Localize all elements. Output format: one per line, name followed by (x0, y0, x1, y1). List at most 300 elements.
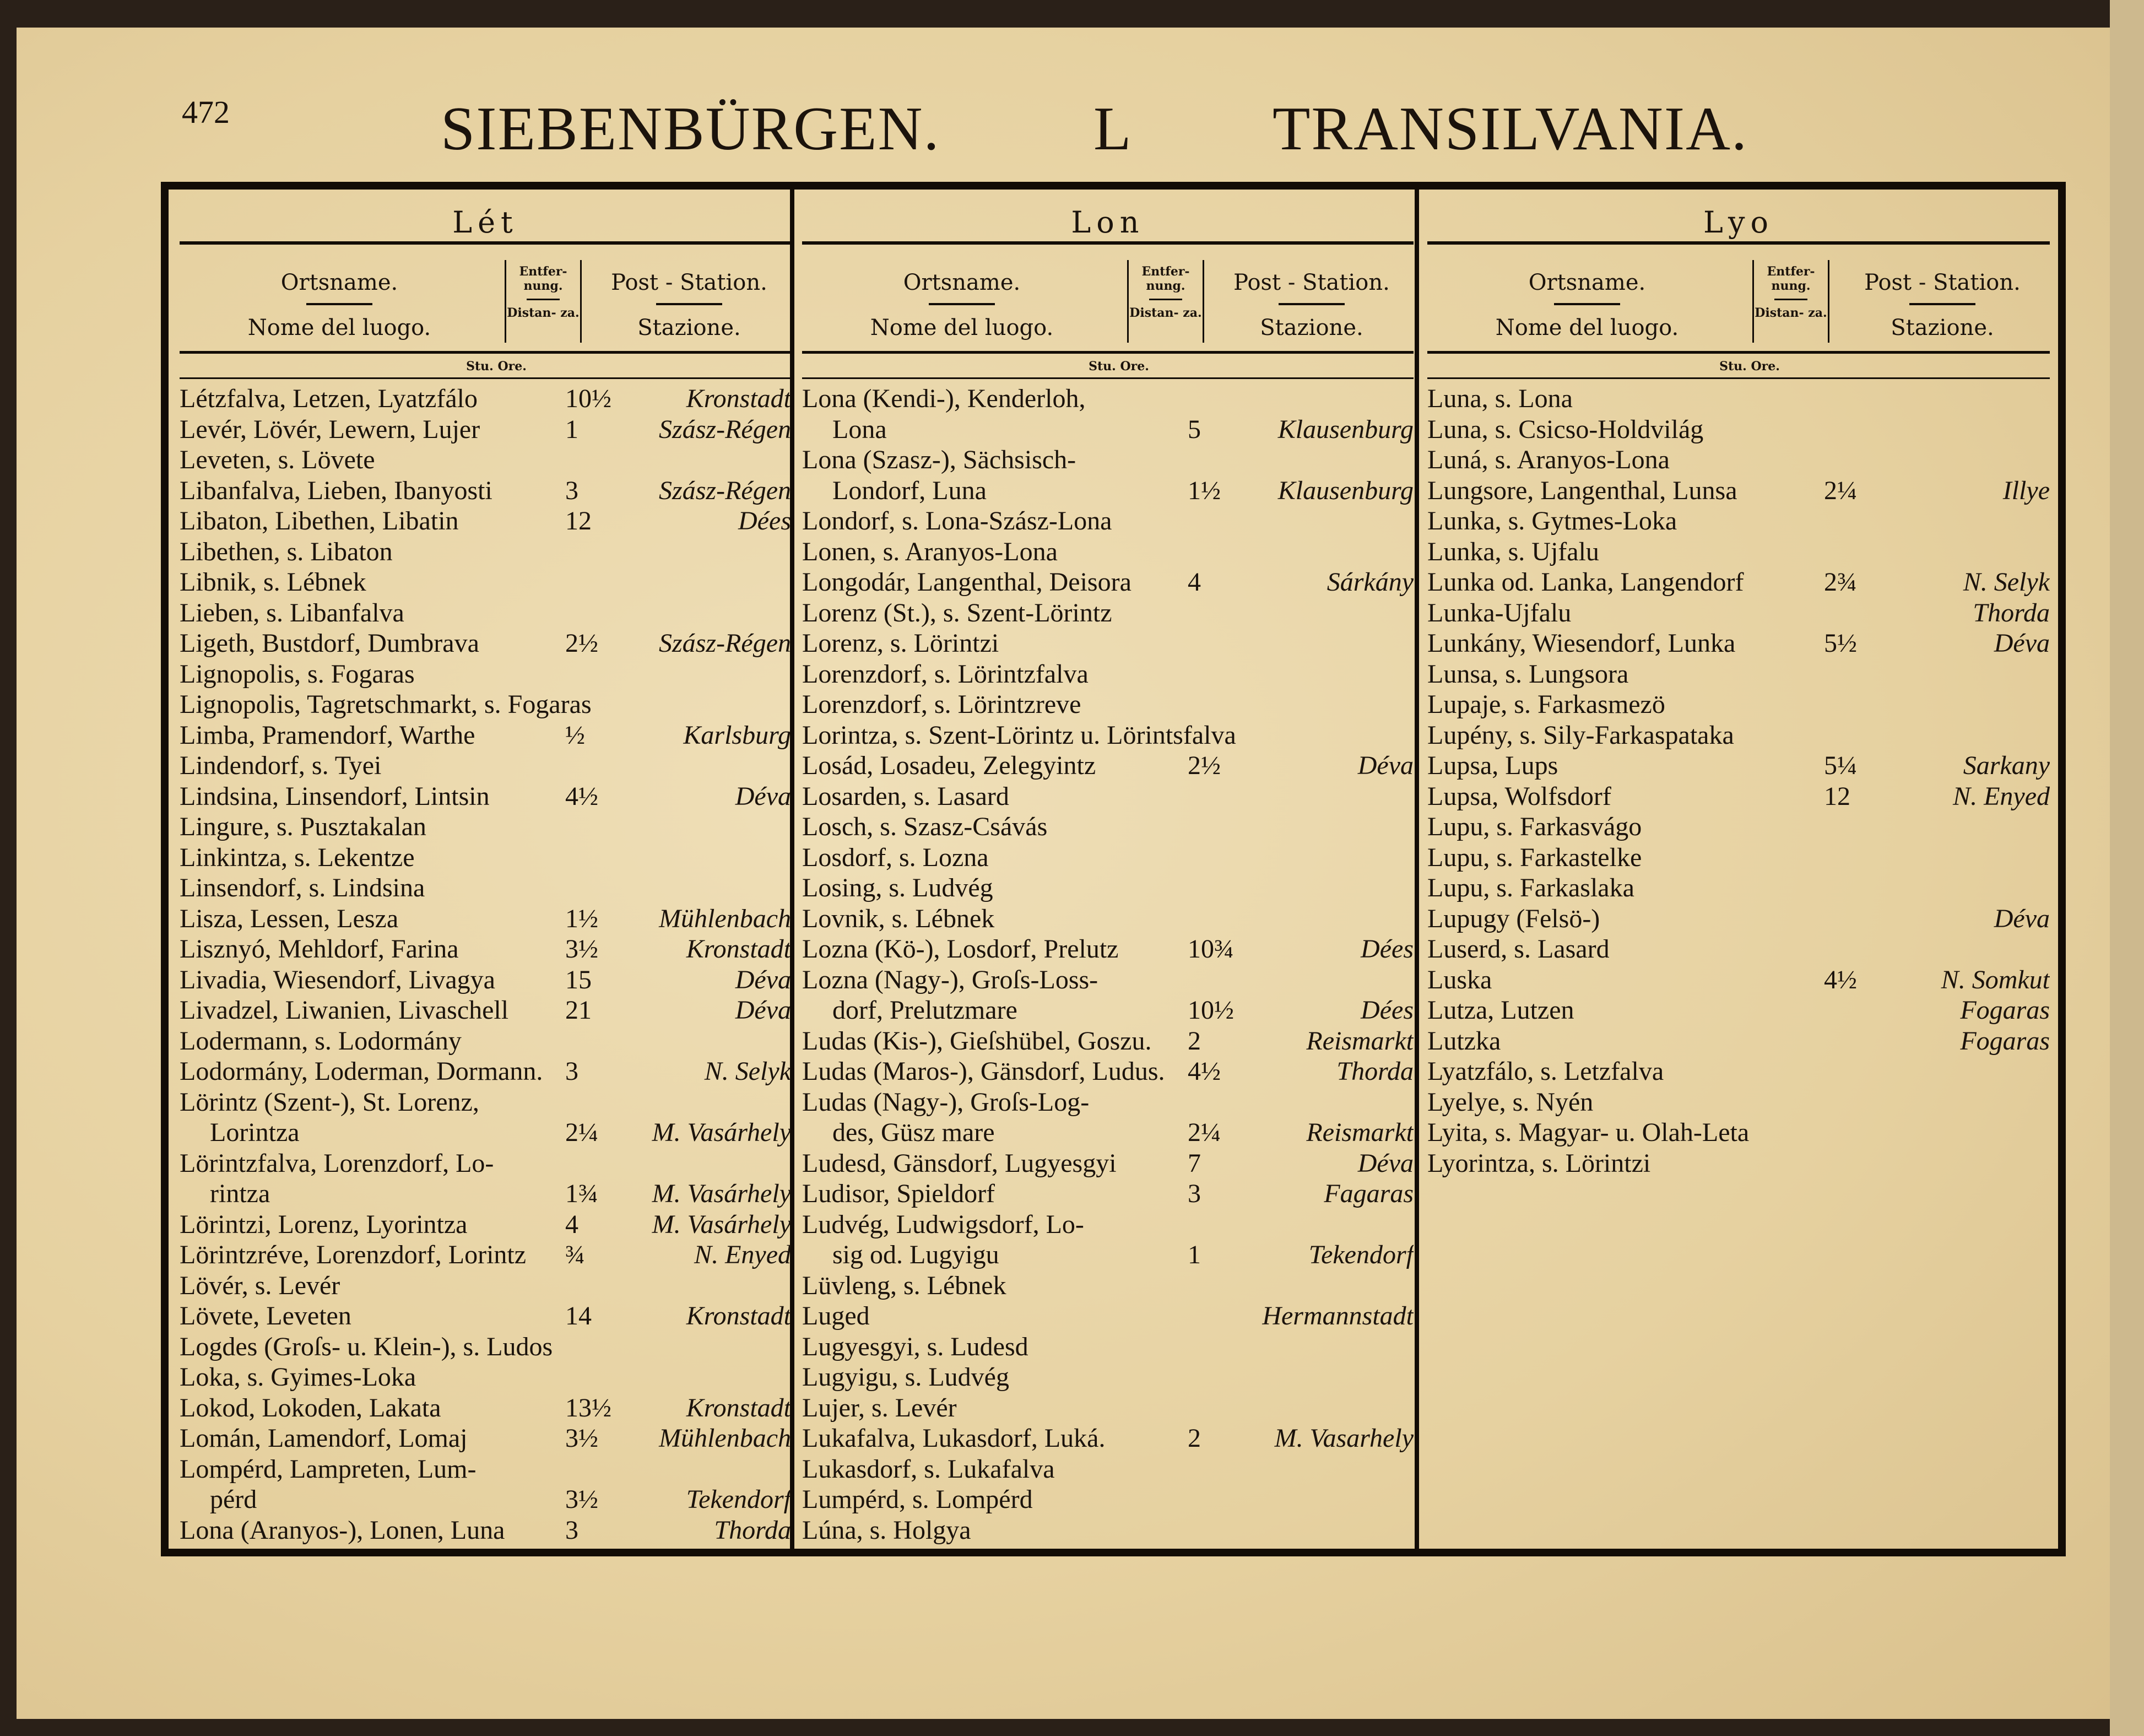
list-item (802, 1056, 1414, 1087)
distance: 3 (1188, 1179, 1201, 1208)
list-item (180, 506, 791, 537)
list-item (180, 567, 791, 598)
list-item (802, 1423, 1414, 1454)
header-place-name (802, 249, 1122, 351)
entry-list (180, 383, 791, 1545)
list-item (1427, 904, 2050, 934)
list-item (180, 842, 791, 873)
post-station: Dées (1361, 934, 1414, 964)
place-name: rintza (210, 1179, 270, 1208)
distance: 1¾ (565, 1179, 598, 1208)
post-station: Fogaras (1960, 996, 2050, 1025)
title-italian: TRANSILVANIA. (1273, 95, 1748, 163)
header-post-station (1835, 249, 2050, 351)
distance: 1 (1188, 1240, 1201, 1269)
post-station: N. Selyk (1963, 567, 2050, 597)
post-station: Tekendorf (686, 1485, 791, 1514)
list-item (180, 965, 791, 996)
header-post-station (1210, 249, 1414, 351)
list-item (802, 995, 1414, 1026)
place-name: dorf, Prelutzmare (832, 996, 1017, 1025)
post-station: Szász-Régen (659, 475, 791, 505)
distance: 10½ (1188, 996, 1234, 1025)
place-name: Lignopolis, s. Fogaras (180, 659, 415, 689)
place-name: Ludisor, Spieldorf (802, 1179, 995, 1208)
place-name: Lindsina, Linsendorf, Lintsin (180, 781, 490, 811)
header-entfernung: Entfer- nung. (1767, 264, 1815, 293)
list-item (180, 750, 791, 781)
place-name: Longodár, Langenthal, Deisora (802, 567, 1131, 597)
header-post: Post - Station. (1233, 270, 1390, 295)
header-ortsname: Ortsname. (280, 270, 398, 295)
list-item (802, 628, 1414, 659)
list-item (802, 475, 1414, 506)
header-units: Stu. Ore. (802, 354, 1414, 379)
column-header (180, 249, 791, 354)
place-name: Lorenzdorf, s. Lörintzfalva (802, 659, 1089, 689)
list-item (1427, 383, 2050, 414)
distance: 12 (1824, 781, 1850, 811)
list-item (180, 781, 791, 812)
place-name: Libaton, Libethen, Libatin (180, 506, 459, 536)
place-name: Lupsa, Wolfsdorf (1427, 781, 1611, 811)
distance: 10¾ (1188, 934, 1234, 964)
place-name: Lyatzfálo, s. Letzfalva (1427, 1057, 1664, 1086)
distance: 10½ (565, 384, 611, 413)
list-item (1427, 475, 2050, 506)
page-number: 472 (182, 94, 230, 130)
place-name: Lutza, Lutzen (1427, 996, 1574, 1025)
place-name: Linsendorf, s. Lindsina (180, 873, 425, 902)
column-header (1427, 249, 2050, 354)
place-name: Lupugy (Felsö-) (1427, 904, 1600, 933)
place-name: Lisza, Lessen, Lesza (180, 904, 399, 933)
post-station: Déva (1357, 1148, 1414, 1178)
place-name: Libethen, s. Libaton (180, 537, 393, 566)
list-item (180, 537, 791, 567)
column-title: Lét (180, 201, 791, 245)
place-name: Lupaje, s. Farkasmezö (1427, 690, 1665, 719)
place-name: Lodormány, Loderman, Dormann. (180, 1057, 543, 1086)
place-name: Lisznyó, Mehldorf, Farina (180, 934, 459, 964)
place-name: Lutzka (1427, 1026, 1501, 1056)
place-name: Ludas (Maros-), Gänsdorf, Ludus. (802, 1057, 1165, 1086)
place-name: Lorintza, s. Szent-Lörintz u. Lörintsfalva (802, 720, 1236, 750)
place-name: Libnik, s. Lébnek (180, 567, 366, 597)
list-item (180, 873, 791, 904)
column-lyo (1427, 201, 2050, 1539)
header-post: Post - Station. (611, 270, 767, 295)
post-station: Illye (2002, 475, 2050, 505)
header-stazione: Stazione. (637, 315, 741, 340)
place-name: Lyorintza, s. Lörintzi (1427, 1148, 1651, 1178)
list-item (180, 1148, 791, 1179)
place-name: Ludas (Kis-), Gieſshübel, Goszu. (802, 1026, 1152, 1056)
post-station: Reismarkt (1306, 1026, 1414, 1056)
place-name: Lyita, s. Magyar- u. Olah-Leta (1427, 1118, 1750, 1147)
list-item (1427, 689, 2050, 720)
place-name: Londorf, s. Lona-Szász-Lona (802, 506, 1112, 536)
list-item (802, 1087, 1414, 1118)
place-name: Lupény, s. Sily-Farkaspataka (1427, 720, 1734, 750)
place-name: Lindendorf, s. Tyei (180, 751, 382, 780)
post-station: Sarkany (1963, 751, 2050, 780)
place-name: Lozna (Kö-), Losdorf, Prelutz (802, 934, 1119, 964)
header-entfernung: Entfer- nung. (1141, 264, 1190, 293)
distance: 3 (565, 475, 578, 505)
distance: 3½ (565, 1424, 598, 1453)
post-station: Fagaras (1324, 1179, 1414, 1208)
header-ortsname: Ortsname. (1528, 270, 1646, 295)
place-name: Luska (1427, 965, 1492, 994)
post-station: N. Enyed (694, 1240, 791, 1269)
list-item (180, 1270, 791, 1301)
list-item (180, 1209, 791, 1240)
list-item (180, 995, 791, 1026)
list-item (1427, 995, 2050, 1026)
place-name: Lona (Szasz-), Sächsisch- (802, 445, 1076, 474)
list-item (802, 598, 1414, 629)
place-name: Lövete, Leveten (180, 1301, 351, 1331)
distance: 3½ (565, 1485, 598, 1514)
place-name: Ludas (Nagy-), Groſs-Log- (802, 1087, 1090, 1117)
place-name: Ludvég, Ludwigsdorf, Lo- (802, 1209, 1084, 1239)
distance: 2 (1188, 1026, 1201, 1056)
post-station: Mühlenbach (659, 1424, 791, 1453)
distance: 3½ (565, 934, 598, 964)
column-title: Lon (802, 201, 1414, 245)
list-item (180, 628, 791, 659)
list-item (1427, 1087, 2050, 1118)
header-entfernung: Entfer- nung. (519, 264, 567, 293)
list-item (802, 1178, 1414, 1209)
place-name: Lupsa, Lups (1427, 751, 1558, 780)
post-station: Mühlenbach (659, 904, 791, 933)
list-item (180, 1454, 791, 1485)
distance: 2½ (565, 629, 598, 658)
list-item (1427, 934, 2050, 965)
list-item (802, 750, 1414, 781)
post-station: Klausenburg (1277, 475, 1414, 505)
distance: 2 (1188, 1424, 1201, 1453)
distance: ¾ (565, 1240, 585, 1269)
list-item (1427, 537, 2050, 567)
header-post-station (587, 249, 791, 351)
post-station: Karlsburg (683, 720, 791, 750)
post-station: Klausenburg (1277, 414, 1414, 444)
list-item (802, 1484, 1414, 1515)
list-item (802, 537, 1414, 567)
place-name: Lörintz (Szent-), St. Lorenz, (180, 1087, 479, 1117)
post-station: Déva (735, 781, 791, 811)
place-name: Losch, s. Szasz-Csávás (802, 812, 1048, 841)
place-name: des, Güsz mare (832, 1118, 995, 1147)
column-header (802, 249, 1414, 354)
post-station: M. Vasárhely (652, 1209, 791, 1239)
distance: ½ (565, 720, 585, 750)
post-station: N. Somkut (1941, 965, 2050, 994)
post-station: Tekendorf (1308, 1240, 1414, 1269)
list-item (802, 414, 1414, 445)
place-name: Lövér, s. Levér (180, 1270, 340, 1300)
place-name: Losád, Losadeu, Zelegyintz (802, 751, 1096, 780)
distance: 2½ (1188, 751, 1221, 780)
post-station: Déva (1994, 904, 2050, 933)
place-name: Lujer, s. Levér (802, 1393, 957, 1423)
header-stazione: Stazione. (1260, 315, 1363, 340)
place-name: Lörintzfalva, Lorenzdorf, Lo- (180, 1148, 494, 1178)
header-units: Stu. Ore. (180, 354, 791, 379)
post-station: Sárkány (1327, 567, 1414, 597)
list-item (802, 842, 1414, 873)
place-name: Lorenz, s. Lörintzi (802, 629, 999, 658)
distance: 13½ (565, 1393, 611, 1423)
post-station: Déva (735, 965, 791, 994)
place-name: Lona (832, 414, 887, 444)
list-item (180, 1301, 791, 1332)
column-lon (802, 201, 1414, 1545)
list-item (180, 1026, 791, 1057)
post-station: Hermannstadt (1262, 1301, 1414, 1331)
distance: 1½ (565, 904, 598, 933)
list-item (1427, 598, 2050, 629)
list-item (180, 812, 791, 842)
place-name: Livadia, Wiesendorf, Livagya (180, 965, 495, 994)
place-name: Ludesd, Gänsdorf, Lugyesgyi (802, 1148, 1117, 1178)
list-item (180, 475, 791, 506)
distance: 1½ (1188, 475, 1221, 505)
header-stazione: Stazione. (1891, 315, 1994, 340)
list-item (180, 414, 791, 445)
distance: 4½ (1188, 1057, 1221, 1086)
place-name: Lonen, s. Aranyos-Lona (802, 537, 1058, 566)
column-title: Lyo (1427, 201, 2050, 245)
place-name: Lyelye, s. Nyén (1427, 1087, 1594, 1117)
post-station: Dées (1361, 996, 1414, 1025)
place-name: Lompérd, Lampreten, Lum- (180, 1454, 477, 1484)
header-nome: Nome del luogo. (247, 315, 431, 340)
place-name: Lokod, Lokoden, Lakata (180, 1393, 441, 1423)
header-nome: Nome del luogo. (870, 315, 1054, 340)
place-name: Logdes (Groſs- u. Klein-), s. Ludos (180, 1332, 553, 1361)
header-units: Stu. Ore. (1427, 354, 2050, 379)
distance: 7 (1188, 1148, 1201, 1178)
title-german: SIEBENBÜRGEN. (441, 95, 940, 163)
place-name: Lunka-Ujfalu (1427, 598, 1572, 628)
post-station: Déva (735, 996, 791, 1025)
place-name: Losing, s. Ludvég (802, 873, 993, 902)
post-station: N. Enyed (1953, 781, 2050, 811)
list-item (802, 720, 1414, 751)
list-item (180, 1362, 791, 1393)
post-station: Déva (1994, 629, 2050, 658)
list-item (802, 873, 1414, 904)
list-item (802, 1026, 1414, 1057)
place-name: Losdorf, s. Lozna (802, 842, 989, 872)
distance: 4 (565, 1209, 578, 1239)
list-item (802, 1332, 1414, 1362)
place-name: Lörintzi, Lorenz, Lyorintza (180, 1209, 468, 1239)
list-item (180, 689, 791, 720)
place-name: Livadzel, Liwanien, Livaschell (180, 996, 509, 1025)
place-name: Lumpérd, s. Lompérd (802, 1485, 1033, 1514)
list-item (802, 1393, 1414, 1424)
distance: 2¼ (1824, 475, 1857, 505)
place-name: Luna, s. Lona (1427, 384, 1573, 413)
place-name: Lodermann, s. Lodormány (180, 1026, 462, 1056)
place-name: sig od. Lugyigu (832, 1240, 999, 1269)
header-distanza: Distan- za. (507, 306, 580, 320)
list-item (1427, 873, 2050, 904)
place-name: Lingure, s. Pusztakalan (180, 812, 426, 841)
place-name: Lunka, s. Gytmes-Loka (1427, 506, 1677, 536)
post-station: M. Vasarhely (1274, 1424, 1414, 1453)
place-name: Lunka od. Lanka, Langendorf (1427, 567, 1744, 597)
place-name: Linkintza, s. Lekentze (180, 842, 415, 872)
place-name: Lozna (Nagy-), Groſs-Loss- (802, 965, 1098, 994)
place-name: Luna, s. Csicso-Holdvilág (1427, 414, 1704, 444)
place-name: Luná, s. Aranyos-Lona (1427, 445, 1670, 474)
list-item (1427, 506, 2050, 537)
place-name: Lona (Aranyos-), Lonen, Luna (180, 1515, 505, 1545)
distance: 2¼ (565, 1118, 598, 1147)
header-distance (1127, 260, 1204, 343)
list-item (802, 812, 1414, 842)
distance: 3 (565, 1057, 578, 1086)
list-item (802, 383, 1414, 414)
place-name: Lukasdorf, s. Lukafalva (802, 1454, 1055, 1484)
list-item (1427, 781, 2050, 812)
post-station: M. Vasárhely (652, 1118, 791, 1147)
list-item (1427, 965, 2050, 996)
list-item (802, 1362, 1414, 1393)
list-item (1427, 659, 2050, 690)
header-distance (1752, 260, 1829, 343)
place-name: Lorenzdorf, s. Lörintzreve (802, 690, 1081, 719)
list-item (180, 1515, 791, 1546)
place-name: Losarden, s. Lasard (802, 781, 1009, 811)
place-name: Loka, s. Gyimes-Loka (180, 1362, 416, 1392)
list-item (802, 567, 1414, 598)
distance: 4½ (565, 781, 598, 811)
list-item (1427, 445, 2050, 475)
post-station: Fogaras (1960, 1026, 2050, 1056)
adjacent-page-edge (2110, 0, 2144, 1736)
list-item (802, 1301, 1414, 1332)
post-station: Kronstadt (686, 1393, 791, 1423)
list-item (1427, 750, 2050, 781)
place-name: Lunkány, Wiesendorf, Lunka (1427, 629, 1736, 658)
list-item (1427, 842, 2050, 873)
place-name: Lignopolis, Tagretschmarkt, s. Fogaras (180, 690, 592, 719)
list-item (180, 1056, 791, 1087)
list-item (180, 1332, 791, 1362)
place-name: Lúna, s. Holgya (802, 1515, 971, 1545)
place-name: Libanfalva, Lieben, Ibanyosti (180, 475, 492, 505)
list-item (180, 1240, 791, 1270)
post-station: Szász-Régen (659, 629, 791, 658)
list-item (802, 1270, 1414, 1301)
table-frame (161, 182, 2066, 1556)
distance: 4½ (1824, 965, 1857, 994)
distance: 2¾ (1824, 567, 1857, 597)
list-item (1427, 628, 2050, 659)
list-item (802, 1148, 1414, 1179)
distance: 14 (565, 1301, 592, 1331)
title-letter: L (1093, 95, 1133, 163)
post-station: Thorda (1973, 598, 2050, 628)
place-name: Lieben, s. Libanfalva (180, 598, 404, 628)
column-divider (1415, 190, 1419, 1556)
place-name: Lugyesgyi, s. Ludesd (802, 1332, 1028, 1361)
post-station: Reismarkt (1306, 1118, 1414, 1147)
list-item (1427, 567, 2050, 598)
list-item (180, 1423, 791, 1454)
list-item (1427, 1148, 2050, 1179)
list-item (180, 1117, 791, 1148)
distance: 12 (565, 506, 592, 536)
list-item (180, 720, 791, 751)
list-item (802, 1454, 1414, 1485)
place-name: Lupu, s. Farkaslaka (1427, 873, 1634, 902)
column-let (180, 201, 791, 1545)
post-station: Dées (738, 506, 791, 536)
list-item (1427, 1117, 2050, 1148)
distance: 15 (565, 965, 592, 994)
list-item (802, 445, 1414, 475)
distance: 21 (565, 996, 592, 1025)
list-item (802, 689, 1414, 720)
list-item (1427, 812, 2050, 842)
header-distanza: Distan- za. (1129, 306, 1202, 320)
list-item (802, 1240, 1414, 1270)
list-item (180, 934, 791, 965)
post-station: Déva (1357, 751, 1414, 780)
distance: 5¼ (1824, 751, 1857, 780)
header-post: Post - Station. (1864, 270, 2021, 295)
place-name: Lorintza (210, 1118, 300, 1147)
place-name: Lovnik, s. Lébnek (802, 904, 995, 933)
place-name: Lona (Kendi-), Kenderloh, (802, 384, 1086, 413)
list-item (802, 934, 1414, 965)
list-item (180, 383, 791, 414)
post-station: Thorda (1336, 1057, 1414, 1086)
list-item (180, 1087, 791, 1118)
list-item (180, 659, 791, 690)
list-item (802, 1117, 1414, 1148)
place-name: Lüvleng, s. Lébnek (802, 1270, 1006, 1300)
entry-list (1427, 383, 2050, 1178)
header-nome: Nome del luogo. (1495, 315, 1679, 340)
list-item (802, 1515, 1414, 1546)
list-item (180, 1484, 791, 1515)
list-item (1427, 1056, 2050, 1087)
header-ortsname: Ortsname. (903, 270, 1021, 295)
post-station: Szász-Régen (659, 414, 791, 444)
place-name: Lugyigu, s. Ludvég (802, 1362, 1009, 1392)
post-station: Kronstadt (686, 1301, 791, 1331)
list-item (1427, 1026, 2050, 1057)
place-name: Limba, Pramendorf, Warthe (180, 720, 475, 750)
list-item (802, 1209, 1414, 1240)
distance: 5 (1188, 414, 1201, 444)
distance: 5½ (1824, 629, 1857, 658)
place-name: Lunka, s. Ujfalu (1427, 537, 1599, 566)
list-item (802, 965, 1414, 996)
place-name: Londorf, Luna (832, 475, 987, 505)
place-name: Lungsore, Langenthal, Lunsa (1427, 475, 1737, 505)
place-name: Lupu, s. Farkastelke (1427, 842, 1642, 872)
